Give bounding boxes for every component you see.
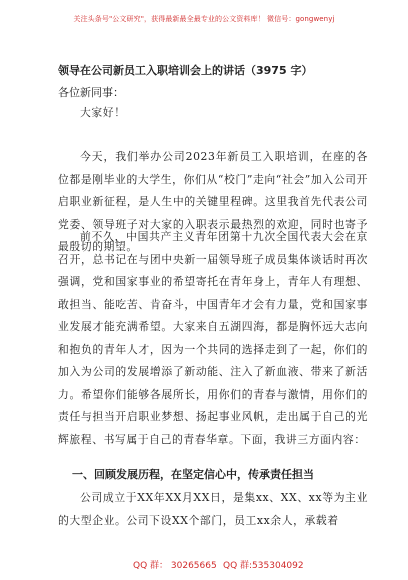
document-title: 领导在公司新员工入职培训会上的讲话（3975 字）	[58, 64, 313, 77]
paragraph-2: 前不久，中国共产主义青年团第十九次全国代表大会在京召开，总书记在与团中央新一届领导班子成员集体谈话时再次强调，党和国家事业的希望寄托在青年身上，青年人有理想、敢担当、能吃苦、肯奋斗，中国青年才会有力量，党和国家事业发展才能充满希望。大家来自五湖四海，都是胸怀远大志向和抱负的青年人才，因为一个共同的选择走到了一起，你们的加入为公司的发展增添了新动能、注入了新血液、带来了新活力。希望你们能够各展所长，用你们的青春与激情，用你们的责任与担当开启职业梦想、扬起事业风帆，走出属于自己的光辉旅程、书写属于自己的青春华章。下面，我讲三方面内容：	[58, 230, 368, 446]
footer-qq-group-2: QQ 群:535304092	[223, 561, 304, 571]
header-banner: 关注头条号"公文研究"，获得最新最全最专业的公文资料库！ 微信号：gongwenyj	[73, 15, 335, 23]
hello-line: 大家好！	[80, 106, 126, 119]
paragraph-3: 公司成立于XX年XX月XX日，是集xx、XX、xx等为主业的大型企业。公司下设XX个部门，员工xx余人，承载着	[58, 491, 368, 527]
section-heading-1: 一、回顾发展历程，在坚定信心中，传承责任担当	[72, 468, 314, 481]
paragraph-1: 今天，我们举办公司2023年新员工入职培训，在座的各位都是刚毕业的大学生，你们从“校门”走向“社会”加入公司开启职业新征程，是人生中的关键里程碑。这里我首先代表公司党委、领导班子对大家的入职表示最热烈的欢迎，同时也寄予最殷切的期望。	[58, 150, 368, 253]
footer-qq-group-1: QQ 群： 30265665	[133, 561, 217, 571]
greeting: 各位新同事：	[58, 86, 124, 99]
